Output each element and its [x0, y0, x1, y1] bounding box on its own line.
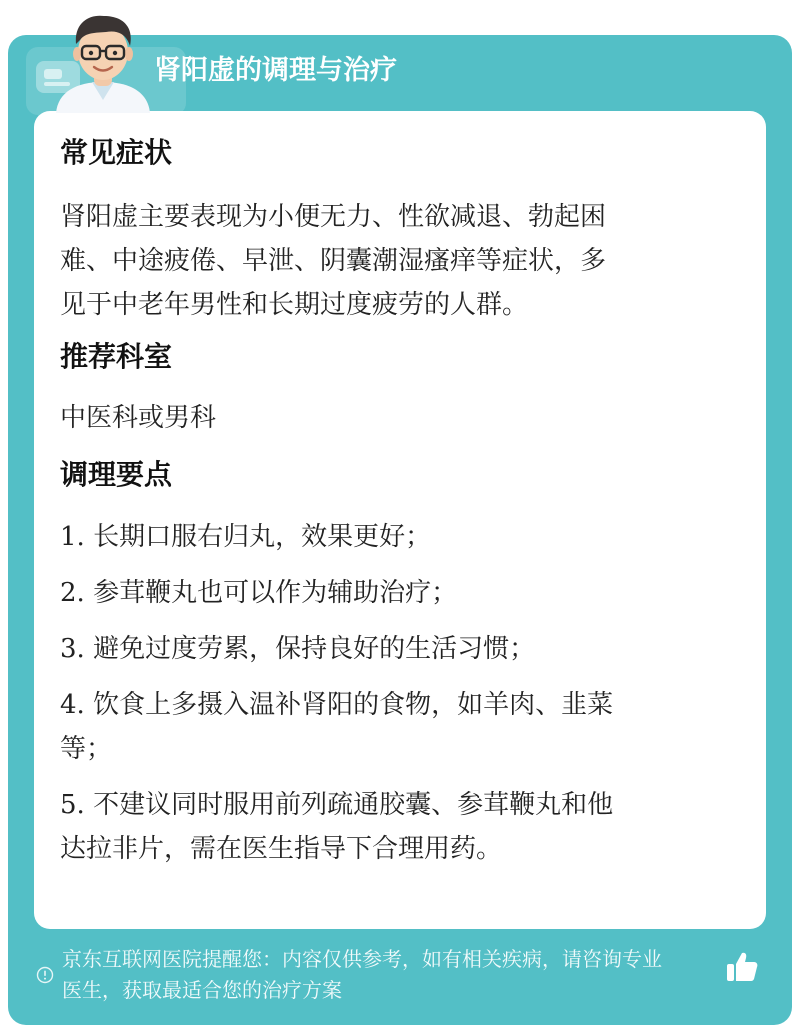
- info-icon: [36, 966, 54, 984]
- care-item: [60, 783, 730, 871]
- care-item: [60, 627, 730, 671]
- symptoms-heading: 常见症状: [60, 136, 173, 169]
- department-text: 中医科或男科: [60, 403, 217, 433]
- doctor-avatar: [48, 8, 158, 113]
- care-item-text: 参茸鞭丸也可以作为辅助治疗；: [84, 578, 458, 608]
- department-heading: 推荐科室: [60, 340, 173, 373]
- care-item-number: 3.: [60, 634, 85, 664]
- disclaimer-text: [62, 944, 728, 1006]
- care-item-number: 2.: [60, 578, 85, 608]
- care-item: [60, 683, 730, 771]
- care-item-text: 长期口服右归丸，效果更好；: [84, 522, 432, 552]
- symptoms-line: 难、中途疲倦、早泄、阴囊潮湿瘙痒等症状，多: [60, 246, 607, 276]
- care-item-number: 5.: [60, 790, 85, 820]
- care-item-text: 避免过度劳累，保持良好的生活习惯；: [84, 634, 536, 664]
- care-list: [60, 515, 730, 871]
- care-item-text: 等；: [60, 734, 113, 764]
- symptoms-line: 见于中老年男性和长期过度疲劳的人群。: [60, 290, 529, 320]
- page-title: 肾阳虚的调理与治疗: [154, 55, 397, 86]
- info-card: [34, 111, 766, 929]
- disclaimer-line: 医生，获取最适合您的治疗方案: [62, 978, 342, 1002]
- care-item: [60, 571, 730, 615]
- care-heading: 调理要点: [60, 458, 173, 491]
- care-item-text: 饮食上多摄入温补肾阳的食物，如羊肉、韭菜: [84, 690, 614, 720]
- care-item-number: 4.: [60, 690, 85, 720]
- care-item-number: 1.: [60, 522, 85, 552]
- care-item-text: 达拉非片，需在医生指导下合理用药。: [60, 834, 503, 864]
- thumbs-up-icon[interactable]: [725, 950, 759, 984]
- disclaimer-line: 京东互联网医院提醒您：内容仅供参考，如有相关疾病，请咨询专业: [62, 947, 662, 971]
- symptoms-line: 肾阳虚主要表现为小便无力、性欲减退、勃起困: [60, 202, 607, 232]
- symptoms-text: [60, 195, 730, 327]
- care-item: [60, 515, 730, 559]
- care-item-text: 不建议同时服用前列疏通胶囊、参茸鞭丸和他: [84, 790, 614, 820]
